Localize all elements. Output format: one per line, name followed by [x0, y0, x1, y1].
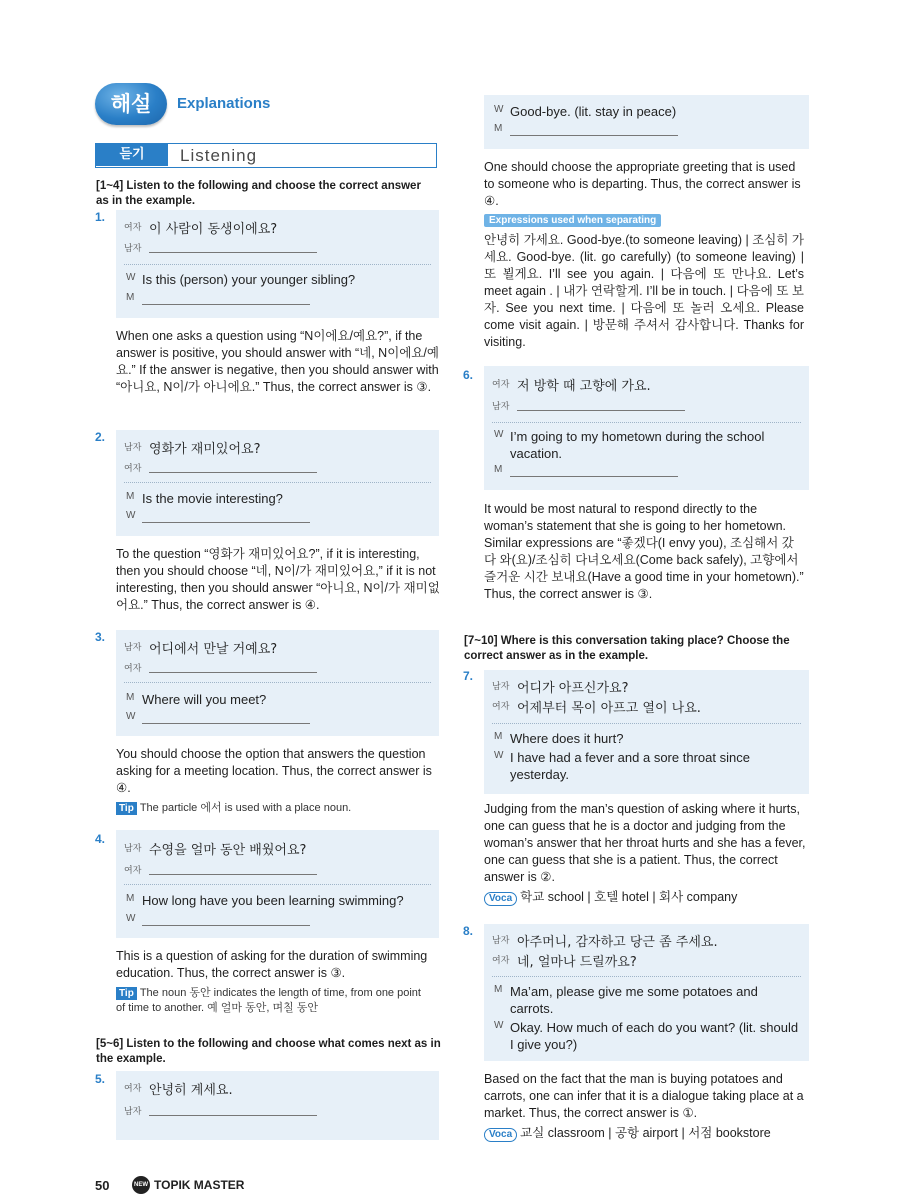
divider [492, 422, 801, 423]
dialog-box [484, 95, 809, 149]
question-number: 8. [463, 924, 474, 938]
dialog-line: I’m going to my hometown during the school vacation. [510, 429, 765, 461]
explanation-text: When one asks a question using “N이에요/예요?”, if the answer is positive, you should answer with “네, N이에요/예요.” If the answer is negative, then you should answer with “아니요, N이/가 아니에요.” Thus, the correct answer is ③. [116, 329, 439, 394]
dialog-line: Okay. How much of each do you want? (lit. should I give you?) [510, 1020, 799, 1052]
dialog-line: Ma’am, please give me some potatoes and carrots. [510, 984, 758, 1016]
speaker-label: 여자 [124, 866, 142, 876]
divider [124, 884, 431, 885]
question-number: 5. [95, 1072, 106, 1086]
page-number: 50 [95, 1178, 110, 1193]
divider [124, 264, 431, 265]
dialog-line: 저 방학 때 고향에 가요. [517, 379, 651, 394]
question-number: 2. [95, 430, 106, 444]
question-number: 7. [463, 669, 474, 683]
question-number: 4. [95, 832, 106, 846]
explanation-text: To the question “영화가 재미있어요?”, if it is interesting, then you should choose “네, N이/가 재미있어요,” if it is not interesting, then you should answer “아니요, N이/가 재미없어요.” Thus, the correct answer is ④. [116, 547, 440, 612]
answer-blank [517, 410, 685, 411]
voca-badge: Voca [484, 892, 517, 906]
explanation-text: Based on the fact that the man is buying potatoes and carrots, one can infer that it is a dialogue taking place at a market. Thus, the correct answer is ①. [484, 1072, 804, 1120]
expressions-text: 안녕히 가세요. Good-bye.(to someone leaving) | 조심히 가세요. Good-bye. (lit. go carefully) (to someone leaving) | 또 뵐게요. I’ll see you again. | 다음에 또 만나요. Let’s meet again . | 내가 연락할게. I’ll be in touch. | 다음에 또 보자. See you next time. | 다음에 또 놀러 오세요. Please come visit again. | 방문해 주셔서 감사합니다. Thanks for visiting. [484, 233, 804, 349]
instruction-5-6: [5~6] Listen to the following and choose what comes next as in the example. [96, 1038, 441, 1065]
speaker-label: W [494, 1020, 504, 1031]
tip-badge: Tip [116, 802, 137, 815]
speaker-label: W [494, 429, 504, 440]
dialog-line: Where will you meet? [142, 692, 267, 707]
page-title: Explanations [177, 95, 271, 112]
answer-blank [510, 135, 678, 136]
dialog-line: Good-bye. (lit. stay in peace) [510, 104, 677, 119]
dialog-line: 수영을 얼마 동안 배웠어요? [149, 843, 307, 858]
right-column [460, 0, 905, 1200]
instruction-1-4: [1~4] Listen to the following and choose the correct answer as in the example. [96, 180, 421, 207]
dialog-line: 이 사람이 동생이에요? [149, 222, 278, 237]
speaker-label: 여자 [124, 464, 142, 474]
voca-text: 교실 classroom | 공항 airport | 서점 bookstore [520, 1126, 771, 1140]
speaker-label: M [494, 123, 503, 134]
divider [492, 976, 801, 977]
book-brand: TOPIK MASTER [154, 1178, 245, 1192]
expressions-badge: Expressions used when separating [484, 214, 661, 227]
dialog-line: 어제부터 목이 아프고 열이 나요. [517, 701, 701, 716]
explanation-badge: 해설 [95, 83, 167, 125]
voca-note [484, 889, 804, 906]
dialog-line: 아주머니, 감자하고 당근 좀 주세요. [517, 935, 718, 950]
dialog-box [116, 210, 439, 318]
speaker-label: M [126, 692, 135, 703]
divider [124, 682, 431, 683]
dialog-line: Where does it hurt? [510, 731, 624, 746]
speaker-label: 남자 [492, 402, 510, 412]
voca-note [484, 1125, 804, 1142]
answer-blank [142, 522, 310, 523]
tip-text: The noun 동안 indicates the length of time, from one point of time to another. 예 얼마 동안, 며칠 동안 [116, 987, 421, 1014]
voca-text: 학교 school | 호텔 hotel | 회사 company [520, 890, 738, 904]
dialog-line: I have had a fever and a sore throat since yesterday. [510, 750, 750, 782]
tip-note [116, 986, 426, 1016]
dialog-box [484, 366, 809, 490]
tip-badge: Tip [116, 987, 137, 1000]
answer-blank [149, 672, 317, 673]
answer-blank [142, 723, 310, 724]
dialog-line: How long have you been learning swimming? [142, 893, 404, 908]
speaker-label: 여자 [124, 664, 142, 674]
speaker-label: W [494, 104, 504, 115]
section-en-label: Listening [180, 146, 258, 165]
speaker-label: M [494, 731, 503, 742]
dialog-box [116, 430, 439, 536]
instruction-7-10: [7~10] Where is this conversation taking place? Choose the correct answer as in the example. [464, 635, 790, 662]
speaker-label: 남자 [124, 443, 142, 453]
dialog-line: 안녕히 계세요. [149, 1083, 233, 1098]
voca-badge: Voca [484, 1128, 517, 1142]
tip-note [116, 801, 442, 816]
speaker-label: 여자 [124, 1084, 142, 1094]
dialog-line: 네, 얼마나 드릴까요? [517, 955, 637, 970]
speaker-label: 여자 [492, 380, 510, 390]
dialog-box [116, 1071, 439, 1140]
speaker-label: 남자 [124, 643, 142, 653]
answer-blank [149, 252, 317, 253]
question-number: 3. [95, 630, 106, 644]
dialog-box [116, 630, 439, 736]
speaker-label: M [126, 491, 135, 502]
explanation-text: This is a question of asking for the duration of swimming education. Thus, the correct answer is ③. [116, 949, 428, 980]
divider [492, 723, 801, 724]
divider [124, 482, 431, 483]
dialog-line: Is this (person) your younger sibling? [142, 272, 356, 287]
speaker-label: W [126, 272, 136, 283]
question-number: 1. [95, 210, 106, 224]
speaker-label: 남자 [124, 844, 142, 854]
speaker-label: W [126, 510, 136, 521]
speaker-label: 남자 [124, 1107, 142, 1117]
new-logo-icon: NEW [132, 1176, 150, 1194]
answer-blank [142, 304, 310, 305]
dialog-box [484, 924, 809, 1061]
explanation-text: One should choose the appropriate greeting that is used to someone who is departing. Thus, the correct answer is ④. [484, 160, 801, 208]
answer-blank [510, 476, 678, 477]
dialog-box [484, 670, 809, 794]
answer-blank [149, 472, 317, 473]
speaker-label: 여자 [492, 956, 510, 966]
tip-text: The particle 에서 is used with a place noun. [139, 802, 352, 814]
speaker-label: 여자 [124, 223, 142, 233]
answer-blank [149, 1115, 317, 1116]
speaker-label: 남자 [492, 936, 510, 946]
speaker-label: W [126, 913, 136, 924]
speaker-label: M [494, 984, 503, 995]
explanation-text: Judging from the man’s question of asking where it hurts, one can guess that he is a doctor and judging from the woman’s answer that her throat hurts and she has a fever, one can guess that she is a patient. Thus, the correct answer is ②. [484, 802, 806, 884]
dialog-box [116, 830, 439, 938]
answer-blank [142, 925, 310, 926]
explanation-text: It would be most natural to respond directly to the woman’s statement that she is going to her hometown. Similar expressions are “좋겠다(I envy you), 조심해서 갔다 와(요)/조심히 다녀오세요(Come back safely), 고향에서 즐거운 시간 보내요(Have a good time in your hometown).” Thus, the correct answer is ③. [484, 502, 804, 601]
speaker-label: 남자 [124, 244, 142, 254]
answer-blank [149, 874, 317, 875]
speaker-label: 여자 [492, 702, 510, 712]
speaker-label: W [126, 711, 136, 722]
dialog-line: 영화가 재미있어요? [149, 442, 261, 457]
section-ko-label: 듣기 [96, 144, 168, 166]
speaker-label: M [126, 292, 135, 303]
dialog-line: Is the movie interesting? [142, 491, 283, 506]
speaker-label: 남자 [492, 682, 510, 692]
question-number: 6. [463, 368, 474, 382]
dialog-line: 어디가 아프신가요? [517, 681, 629, 696]
speaker-label: W [494, 750, 504, 761]
section-heading [95, 143, 437, 168]
speaker-label: M [494, 464, 503, 475]
speaker-label: M [126, 893, 135, 904]
dialog-line: 어디에서 만날 거예요? [149, 642, 278, 657]
explanation-text: You should choose the option that answers the question asking for a meeting location. Thus, the correct answer is ④. [116, 747, 432, 795]
